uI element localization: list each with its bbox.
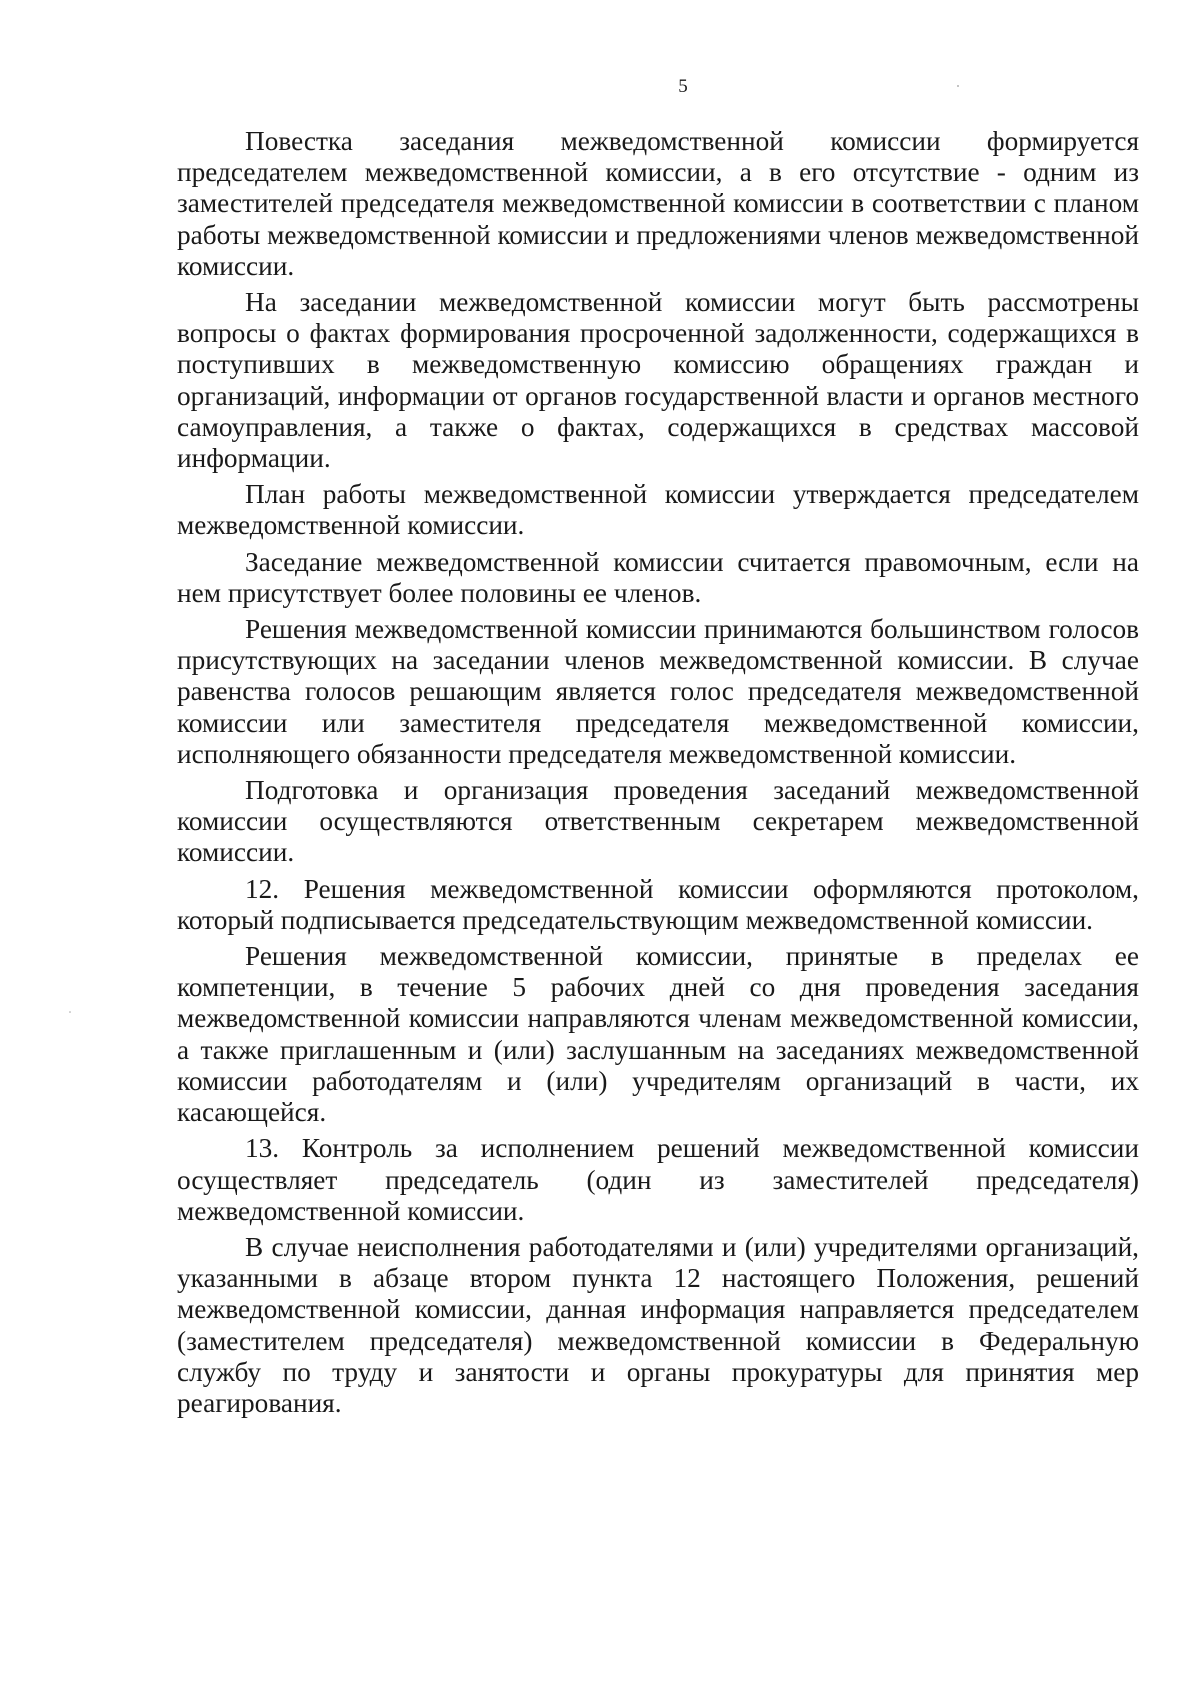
- page-number: 5: [678, 76, 688, 97]
- paragraph-item-13: 13. Контроль за исполнением решений межведомственной комиссии осуществляет председатель (один из заместителей председателя) межведомственной комиссии.: [177, 1133, 1139, 1226]
- scan-speck: [69, 1011, 71, 1013]
- paragraph-quorum: Заседание межведомственной комиссии считается правомочным, если на нем присутствует более половины ее членов.: [177, 546, 1139, 608]
- paragraph-work-plan: План работы межведомственной комиссии утверждается председателем межведомственной комиссии.: [177, 479, 1139, 541]
- paragraph-decisions-distribution: Решения межведомственной комиссии, принятые в пределах ее компетенции, в течение 5 рабочих дней со дня проведения заседания межведомственной комиссии направляются членам межведомственной комиссии, а также приглашенным и (или) заслушанным на заседаниях межведомственной комиссии работодателям и (или) учредителям организаций в части, их касающейся.: [177, 941, 1139, 1128]
- paragraph-preparation: Подготовка и организация проведения заседаний межведомственной комиссии осуществляются ответственным секретарем межведомственной комиссии.: [177, 775, 1139, 868]
- paragraph-item-12: 12. Решения межведомственной комиссии оформляются протоколом, который подписывается председательствующим межведомственной комиссии.: [177, 873, 1139, 935]
- paragraph-non-compliance: В случае неисполнения работодателями и (или) учредителями организаций, указанными в абзаце втором пункта 12 настоящего Положения, решений межведомственной комиссии, данная информация направляется председателем (заместителем председателя) межведомственной комиссии в Федеральную службу по труду и занятости и органы прокуратуры для принятия мер реагирования.: [177, 1231, 1139, 1418]
- paragraph-meeting-topics: На заседании межведомственной комиссии могут быть рассмотрены вопросы о фактах формирования просроченной задолженности, содержащихся в поступивших в межведомственную комиссию обращениях граждан и организаций, информации от органов государственной власти и органов местного самоуправления, а также о фактах, содержащихся в средствах массовой информации.: [177, 287, 1139, 474]
- paragraph-agenda: Повестка заседания межведомственной комиссии формируется председателем межведомственной комиссии, а в его отсутствие - одним из заместителей председателя межведомственной комиссии в соответствии с планом работы межведомственной комиссии и предложениями членов межведомственной комиссии.: [177, 126, 1139, 281]
- document-body: [177, 126, 1139, 1419]
- paragraph-voting: Решения межведомственной комиссии принимаются большинством голосов присутствующих на заседании членов межведомственной комиссии. В случае равенства голосов решающим является голос председателя межведомственной комиссии или заместителя председателя межведомственной комиссии, исполняющего обязанности председателя межведомственной комиссии.: [177, 614, 1139, 769]
